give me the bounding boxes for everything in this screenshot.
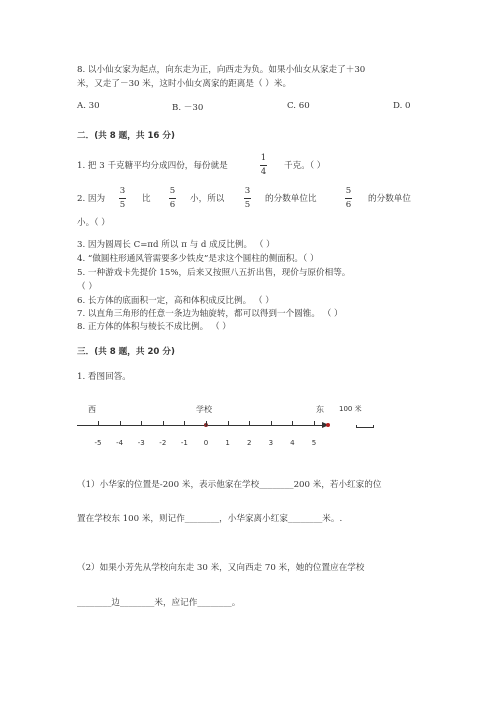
option-b: B. －30: [172, 103, 204, 113]
fraction-denominator: 5: [119, 200, 126, 210]
number-line-tick: [314, 421, 315, 426]
end-dot: [326, 423, 330, 427]
number-line-tick-label: -1: [180, 439, 188, 447]
fraction-denominator: 4: [260, 167, 267, 177]
label-school: 学校: [196, 405, 212, 414]
number-line-tick: [141, 421, 142, 426]
s2-question-3: 3. 因为圆周长 C=πd 所以 π 与 d 成反比例。 （ ）: [77, 240, 275, 250]
s3-part-2-line2: ________边________米，应记作________。: [77, 598, 241, 608]
number-line-tick-label: 3: [268, 439, 274, 447]
fraction-five-sixths-2: [345, 186, 352, 211]
number-line-tick: [271, 421, 272, 426]
section-3-title: 三．(共 8 题，共 20 分): [77, 347, 175, 357]
scale-bar: [356, 425, 374, 428]
number-line-tick: [228, 421, 229, 426]
fraction-bar: [169, 198, 176, 199]
section-2-title: 二．(共 8 题，共 16 分): [77, 131, 175, 141]
fraction-bar: [119, 198, 126, 199]
s2-question-8: 8. 正方体的体积与棱长不成比例。 （ ）: [77, 322, 231, 332]
number-line-tick: [184, 421, 185, 426]
fraction-numerator: 3: [119, 186, 126, 196]
s2-question-2-post: 的分数单位: [368, 194, 411, 204]
question-8-line1: 8. 以小仙女家为起点，向东走为正，向西走为负。如果小仙女从家走了＋30: [77, 65, 366, 75]
s2-question-1-post: 千克。（ ）: [284, 161, 326, 171]
fraction-three-fifths: [119, 186, 126, 211]
s3-part-1-line2: 置在学校东 100 米，则记作________，小华家离小红家________米。.: [77, 514, 343, 524]
number-line-axis: [77, 425, 326, 426]
number-line-tick-label: 4: [290, 439, 295, 447]
fraction-denominator: 6: [169, 200, 176, 210]
s2-question-1-pre: 1. 把 3 千克糖平均分成四份，每份就是: [77, 161, 228, 171]
number-line-tick: [292, 421, 293, 426]
s3-part-1-line1: （1）小华家的位置是-200 米，表示他家在学校________200 米，若小红家的位: [77, 480, 382, 490]
s2-question-7: 7. 以直角三角形的任意一条边为轴旋转，都可以得到一个圆锥。 （ ）: [77, 309, 343, 319]
fraction-numerator: 5: [345, 186, 352, 196]
fraction-numerator: 3: [244, 186, 251, 196]
fraction-numerator: 5: [169, 186, 176, 196]
s2-question-6: 6. 长方体的底面积一定，高和体积成反比例。 （ ）: [77, 296, 274, 306]
label-scale: 100 米: [339, 405, 362, 413]
option-d: D. 0: [393, 101, 411, 111]
s2-question-2-mid1: 比: [142, 194, 151, 204]
s2-question-4: 4. “做圆柱形通风管需要多少铁皮”是求这个圆柱的侧面积。（ ）: [77, 254, 319, 264]
fraction-one-quarter: [260, 153, 267, 178]
s2-question-5: 5. 一种游戏卡先提价 15%，后来又按照八五折出售，现价与原价相等。: [77, 268, 351, 278]
s2-question-2-pre: 2. 因为: [77, 194, 106, 204]
option-a: A. 30: [77, 101, 100, 111]
fraction-five-sixths: [169, 186, 176, 211]
number-line-tick: [206, 421, 207, 426]
s2-question-2-line2: 小。（ ）: [77, 218, 110, 228]
label-west: 西: [88, 405, 96, 414]
number-line-tick: [98, 421, 99, 426]
question-8-line2: 米，又走了－30 米，这时小仙女离家的距离是（ ）米。: [77, 79, 292, 89]
number-line-tick-label: -2: [159, 439, 167, 447]
fraction-denominator: 6: [345, 200, 352, 210]
number-line-tick-label: 0: [203, 439, 209, 447]
fraction-numerator: 1: [260, 153, 267, 163]
number-line-tick-label: 2: [246, 439, 252, 447]
number-line-tick-label: 5: [311, 439, 317, 447]
number-line-tick: [120, 421, 121, 426]
number-line-tick-label: -5: [94, 439, 102, 447]
number-line-tick: [249, 421, 250, 426]
fraction-bar: [244, 198, 251, 199]
number-line-tick-label: -3: [137, 439, 145, 447]
s3-part-2-line1: （2）如果小芳先从学校向东走 30 米，又向西走 70 米，她的位置应在学校: [77, 563, 365, 573]
number-line-tick-label: -4: [116, 439, 124, 447]
fraction-three-fifths-2: [244, 186, 251, 211]
number-line-tick: [163, 421, 164, 426]
fraction-bar: [345, 198, 352, 199]
s2-question-5-blank: （ ）: [77, 282, 97, 292]
s3-question-1: 1. 看图回答。: [77, 372, 131, 382]
number-line-tick-label: 1: [225, 439, 230, 447]
fraction-denominator: 5: [244, 200, 251, 210]
s2-question-2-mid3: 的分数单位比: [265, 194, 317, 204]
fraction-bar: [260, 165, 267, 166]
option-c: C. 60: [287, 101, 310, 111]
label-east: 东: [316, 405, 324, 414]
s2-question-2-mid2: 小，所以: [190, 194, 225, 204]
